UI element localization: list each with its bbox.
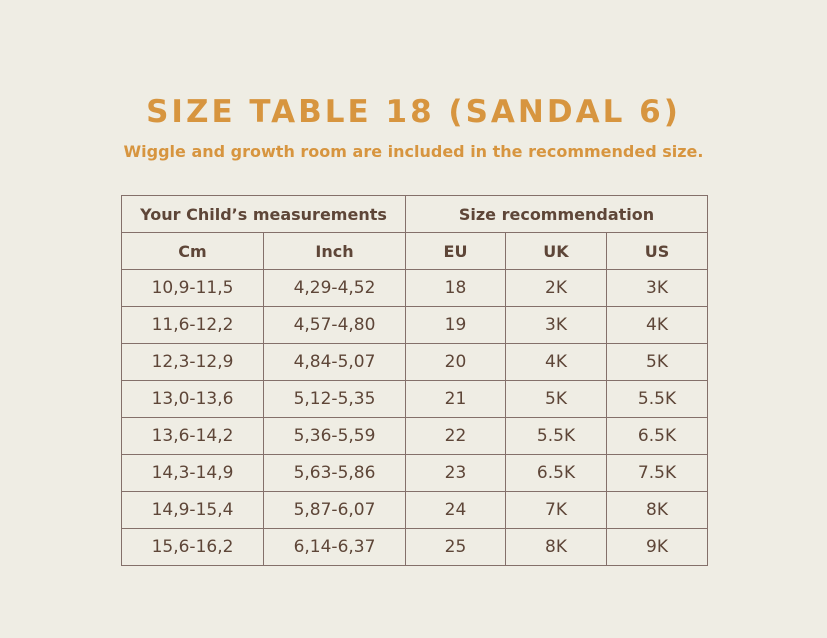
cell-us: 7.5K [607, 455, 708, 492]
page-subtitle: Wiggle and growth room are included in the recommended size. [123, 142, 704, 161]
cell-us: 5.5K [607, 381, 708, 418]
cell-uk: 7K [506, 492, 607, 529]
table-row [122, 270, 708, 307]
cell-eu: 23 [406, 455, 506, 492]
cell-inch: 6,14-6,37 [264, 529, 406, 566]
cell-eu: 24 [406, 492, 506, 529]
cell-us: 8K [607, 492, 708, 529]
cell-inch: 5,12-5,35 [264, 381, 406, 418]
cell-us: 5K [607, 344, 708, 381]
cell-eu: 21 [406, 381, 506, 418]
cell-inch: 5,36-5,59 [264, 418, 406, 455]
table-row [122, 455, 708, 492]
cell-uk: 6.5K [506, 455, 607, 492]
cell-eu: 20 [406, 344, 506, 381]
column-header-eu: EU [406, 233, 506, 270]
cell-eu: 19 [406, 307, 506, 344]
group-header-size-recommendation: Size recommendation [406, 196, 708, 233]
cell-cm: 14,9-15,4 [122, 492, 264, 529]
page-title: SIZE TABLE 18 (SANDAL 6) [146, 94, 681, 130]
column-header-us: US [607, 233, 708, 270]
cell-uk: 3K [506, 307, 607, 344]
cell-cm: 11,6-12,2 [122, 307, 264, 344]
column-header-cm: Cm [122, 233, 264, 270]
cell-inch: 4,84-5,07 [264, 344, 406, 381]
cell-cm: 12,3-12,9 [122, 344, 264, 381]
cell-us: 3K [607, 270, 708, 307]
cell-inch: 5,87-6,07 [264, 492, 406, 529]
table-row [122, 492, 708, 529]
cell-cm: 13,0-13,6 [122, 381, 264, 418]
column-header-inch: Inch [264, 233, 406, 270]
cell-uk: 8K [506, 529, 607, 566]
cell-uk: 2K [506, 270, 607, 307]
cell-uk: 5K [506, 381, 607, 418]
cell-eu: 22 [406, 418, 506, 455]
cell-us: 9K [607, 529, 708, 566]
table-column-header-row [122, 233, 708, 270]
cell-inch: 4,57-4,80 [264, 307, 406, 344]
size-table [121, 195, 708, 566]
table-row [122, 307, 708, 344]
cell-us: 6.5K [607, 418, 708, 455]
table-row [122, 418, 708, 455]
column-header-uk: UK [506, 233, 607, 270]
table-row [122, 529, 708, 566]
table-body [122, 270, 708, 566]
cell-cm: 10,9-11,5 [122, 270, 264, 307]
cell-eu: 25 [406, 529, 506, 566]
cell-cm: 13,6-14,2 [122, 418, 264, 455]
table-group-header-row [122, 196, 708, 233]
cell-uk: 4K [506, 344, 607, 381]
cell-inch: 4,29-4,52 [264, 270, 406, 307]
cell-cm: 14,3-14,9 [122, 455, 264, 492]
cell-inch: 5,63-5,86 [264, 455, 406, 492]
table-row [122, 381, 708, 418]
group-header-measurements: Your Child’s measurements [122, 196, 406, 233]
cell-us: 4K [607, 307, 708, 344]
table-row [122, 344, 708, 381]
cell-eu: 18 [406, 270, 506, 307]
cell-uk: 5.5K [506, 418, 607, 455]
cell-cm: 15,6-16,2 [122, 529, 264, 566]
